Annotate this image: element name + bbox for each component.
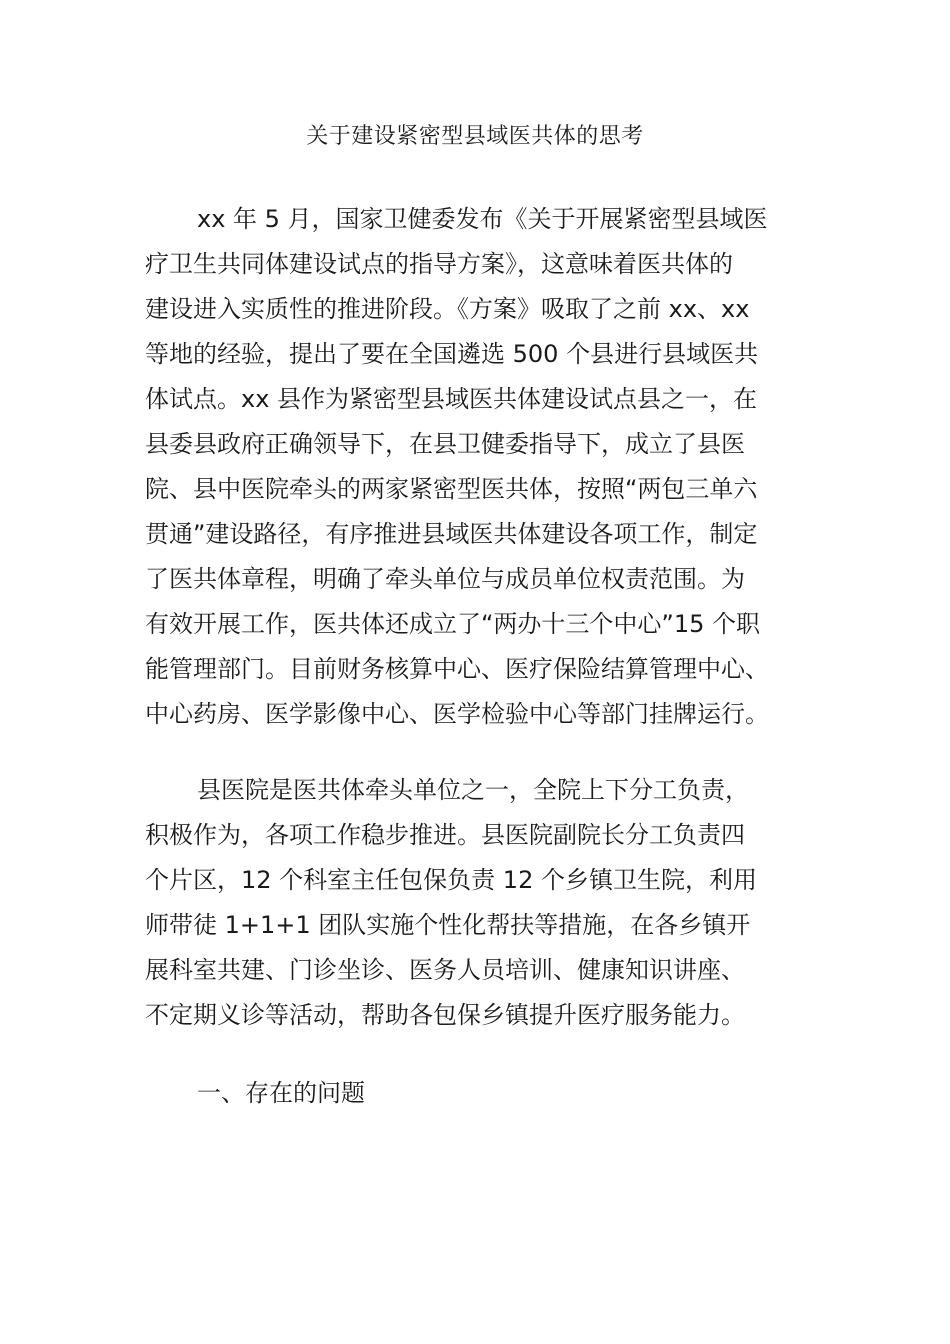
section-heading: 一、存在的问题 [197, 1079, 365, 1107]
paragraph-intro [145, 197, 805, 737]
paragraph-line: 师带徒 1+1+1 团队实施个性化帮扶等措施，在各乡镇开 [145, 911, 751, 939]
paragraph-line: 不定期义诊等活动，帮助各包保乡镇提升医疗服务能力。 [145, 1001, 745, 1029]
paragraph-line: 能管理部门。目前财务核算中心、医疗保险结算管理中心、 [145, 655, 769, 683]
paragraph-line: 中心药房、医学影像中心、医学检验中心等部门挂牌运行。 [145, 700, 769, 728]
paragraph-line: 院、县中医院牵头的两家紧密型医共体，按照“两包三单六 [145, 475, 758, 503]
paragraph-line: 建设进入实质性的推进阶段。《方案》吸取了之前 xx、xx [145, 295, 750, 323]
paragraph-line: 体试点。xx 县作为紧密型县域医共体建设试点县之一，在 [145, 385, 758, 413]
paragraph-line: 贯通”建设路径，有序推进县域医共体建设各项工作，制定 [145, 520, 758, 548]
paragraph-line: 有效开展工作，医共体还成立了“两办十三个中心”15 个职 [145, 610, 761, 638]
paragraph-line: 个片区，12 个科室主任包保负责 12 个乡镇卫生院，利用 [145, 866, 757, 894]
paragraph-line: 等地的经验，提出了要在全国遴选 500 个县进行县域医共 [145, 340, 759, 368]
paragraph-line: xx 年 5 月，国家卫健委发布《关于开展紧密型县域医 [197, 205, 768, 233]
paragraph-line: 疗卫生共同体建设试点的指导方案》，这意味着医共体的 [145, 250, 733, 278]
paragraph-line: 积极作为，各项工作稳步推进。县医院副院长分工负责四 [145, 821, 745, 849]
paragraph-line: 县医院是医共体牵头单位之一，全院上下分工负责， [197, 776, 749, 804]
document-title: 关于建设紧密型县域医共体的思考 [306, 124, 644, 149]
paragraph-county-hospital [145, 768, 805, 1038]
paragraph-line: 了医共体章程，明确了牵头单位与成员单位权责范围。为 [145, 565, 745, 593]
paragraph-line: 展科室共建、门诊坐诊、医务人员培训、健康知识讲座、 [145, 956, 745, 984]
paragraph-line: 县委县政府正确领导下，在县卫健委指导下，成立了县医 [145, 430, 745, 458]
